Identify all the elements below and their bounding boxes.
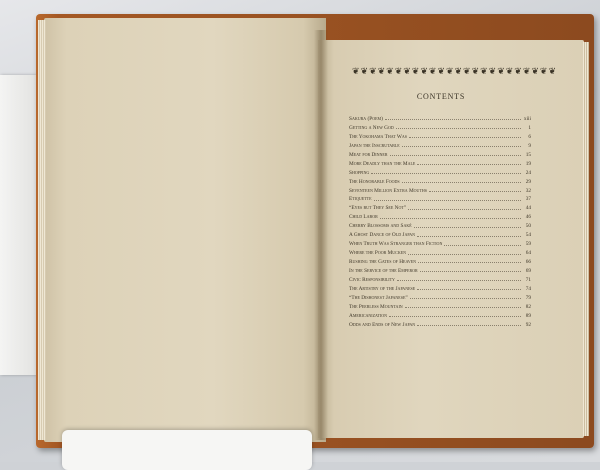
toc-entry-page: 29 (525, 178, 531, 185)
ornament-border: ❦❦❦❦❦❦❦❦❦❦❦❦❦❦❦❦❦❦❦❦❦❦❦❦ (352, 66, 557, 76)
toc-entry (349, 249, 531, 258)
toc-entry-page: 71 (525, 276, 531, 283)
left-page (44, 18, 326, 442)
toc-entry-title: Seventeen Million Extra Mouths (349, 187, 428, 194)
toc-entry-page: 44 (525, 205, 531, 212)
table-of-contents (349, 115, 531, 330)
toc-entry-title: The Artistry of the Japanese (349, 285, 416, 292)
toc-entry (349, 231, 531, 240)
toc-entry (349, 151, 531, 160)
dot-leader (409, 136, 521, 138)
toc-entry (349, 187, 531, 196)
toc-entry (349, 222, 531, 231)
toc-entry-page: 46 (525, 214, 531, 221)
dot-leader (429, 190, 521, 192)
toc-entry-title: When Truth Was Stranger than Fiction (349, 241, 443, 248)
toc-entry-title: Cherry Blossoms and Saké (349, 223, 412, 230)
toc-entry-page: 50 (525, 223, 531, 230)
dot-leader (371, 172, 521, 174)
toc-entry-title: Civic Responsibility (349, 276, 395, 283)
toc-entry-page: 64 (525, 250, 531, 257)
toc-entry (349, 321, 531, 330)
dot-leader (417, 163, 521, 165)
toc-entry-title: Americanization (349, 312, 388, 319)
white-paper-sheet (0, 75, 36, 375)
dot-leader (444, 244, 521, 246)
toc-entry (349, 124, 531, 133)
toc-entry (349, 276, 531, 285)
toc-entry (349, 303, 531, 312)
toc-entry-title: A Ghost Dance of Old Japan (349, 232, 415, 239)
dot-leader (396, 127, 521, 129)
toc-entry-page: 66 (525, 259, 531, 265)
toc-entry-page: 59 (525, 241, 531, 248)
dot-leader (417, 288, 521, 290)
toc-entry-page: 37 (525, 196, 531, 203)
dot-leader (408, 208, 521, 210)
dot-leader (390, 154, 521, 156)
toc-entry (349, 133, 531, 142)
toc-entry (349, 169, 531, 178)
toc-entry (349, 312, 531, 321)
toc-entry (349, 267, 531, 276)
toc-entry-page: 6 (528, 133, 531, 140)
toc-entry-page: 89 (525, 312, 531, 319)
toc-entry (349, 258, 531, 267)
toc-entry-title: “Eyes but They See Not” (349, 205, 407, 212)
dot-leader (408, 253, 521, 255)
toc-entry (349, 178, 531, 187)
toc-entry (349, 142, 531, 151)
toc-entry (349, 160, 531, 169)
toc-entry-title: Japan the Inscrutable (349, 142, 400, 149)
toc-entry-page: 82 (525, 303, 531, 310)
dot-leader (417, 235, 521, 237)
toc-entry-title: Where the Poor Mucken (349, 250, 407, 257)
toc-entry-title: Sakura (Poem) (349, 116, 383, 122)
dot-leader (405, 306, 521, 308)
toc-entry-page: 15 (525, 151, 531, 158)
dot-leader (418, 261, 521, 263)
toc-entry-page: 1 (528, 124, 531, 131)
dot-leader (414, 226, 521, 228)
toc-entry-page: 79 (525, 294, 531, 301)
dot-leader (420, 270, 521, 272)
toc-entry-page: 54 (525, 232, 531, 239)
dot-leader (402, 181, 521, 183)
dot-leader (380, 217, 521, 219)
dot-leader (374, 199, 521, 201)
toc-entry-title: Rushing the Gates of Heaven (349, 259, 417, 265)
toc-entry (349, 285, 531, 294)
dot-leader (417, 324, 521, 326)
toc-entry-title: Etiquette (349, 196, 372, 203)
toc-entry-page: 9 (528, 142, 531, 149)
toc-entry-title: Odds and Ends of New Japan (349, 321, 416, 328)
toc-entry-page: 92 (525, 321, 531, 328)
toc-entry-title: More Deadly than the Male (349, 160, 416, 167)
toc-entry (349, 195, 531, 204)
toc-entry-page: 19 (525, 160, 531, 167)
toc-entry-title: The Peerless Mountain (349, 303, 403, 310)
toc-entry-title: The Yokohama That Was (349, 133, 407, 140)
toc-entry-title: “The Dishonest Japanese” (349, 294, 408, 301)
toc-entry-title: Shopping (349, 169, 370, 176)
toc-entry (349, 204, 531, 213)
toc-entry-page: 69 (525, 267, 531, 274)
toc-entry (349, 115, 531, 124)
contents-heading: CONTENTS (416, 92, 466, 101)
toc-entry-title: Meat for Dinner (349, 151, 388, 158)
book-gutter (314, 30, 328, 440)
white-card (62, 430, 312, 470)
toc-entry (349, 294, 531, 303)
toc-entry-page: xiii (523, 116, 531, 122)
toc-entry-title: The Honorable Foods (349, 178, 400, 185)
toc-entry-page: 74 (525, 285, 531, 292)
toc-entry-page: 32 (525, 187, 531, 194)
toc-entry-title: In the Service of the Emperor (349, 267, 418, 274)
dot-leader (397, 279, 521, 281)
toc-entry-title: Getting a New God (349, 124, 394, 131)
dot-leader (385, 118, 521, 120)
dot-leader (389, 315, 521, 317)
dot-leader (410, 297, 521, 299)
dot-leader (402, 145, 521, 147)
toc-entry (349, 240, 531, 249)
toc-entry-title: Child Labor (349, 214, 378, 221)
toc-entry (349, 213, 531, 222)
toc-entry-page: 24 (525, 169, 531, 176)
